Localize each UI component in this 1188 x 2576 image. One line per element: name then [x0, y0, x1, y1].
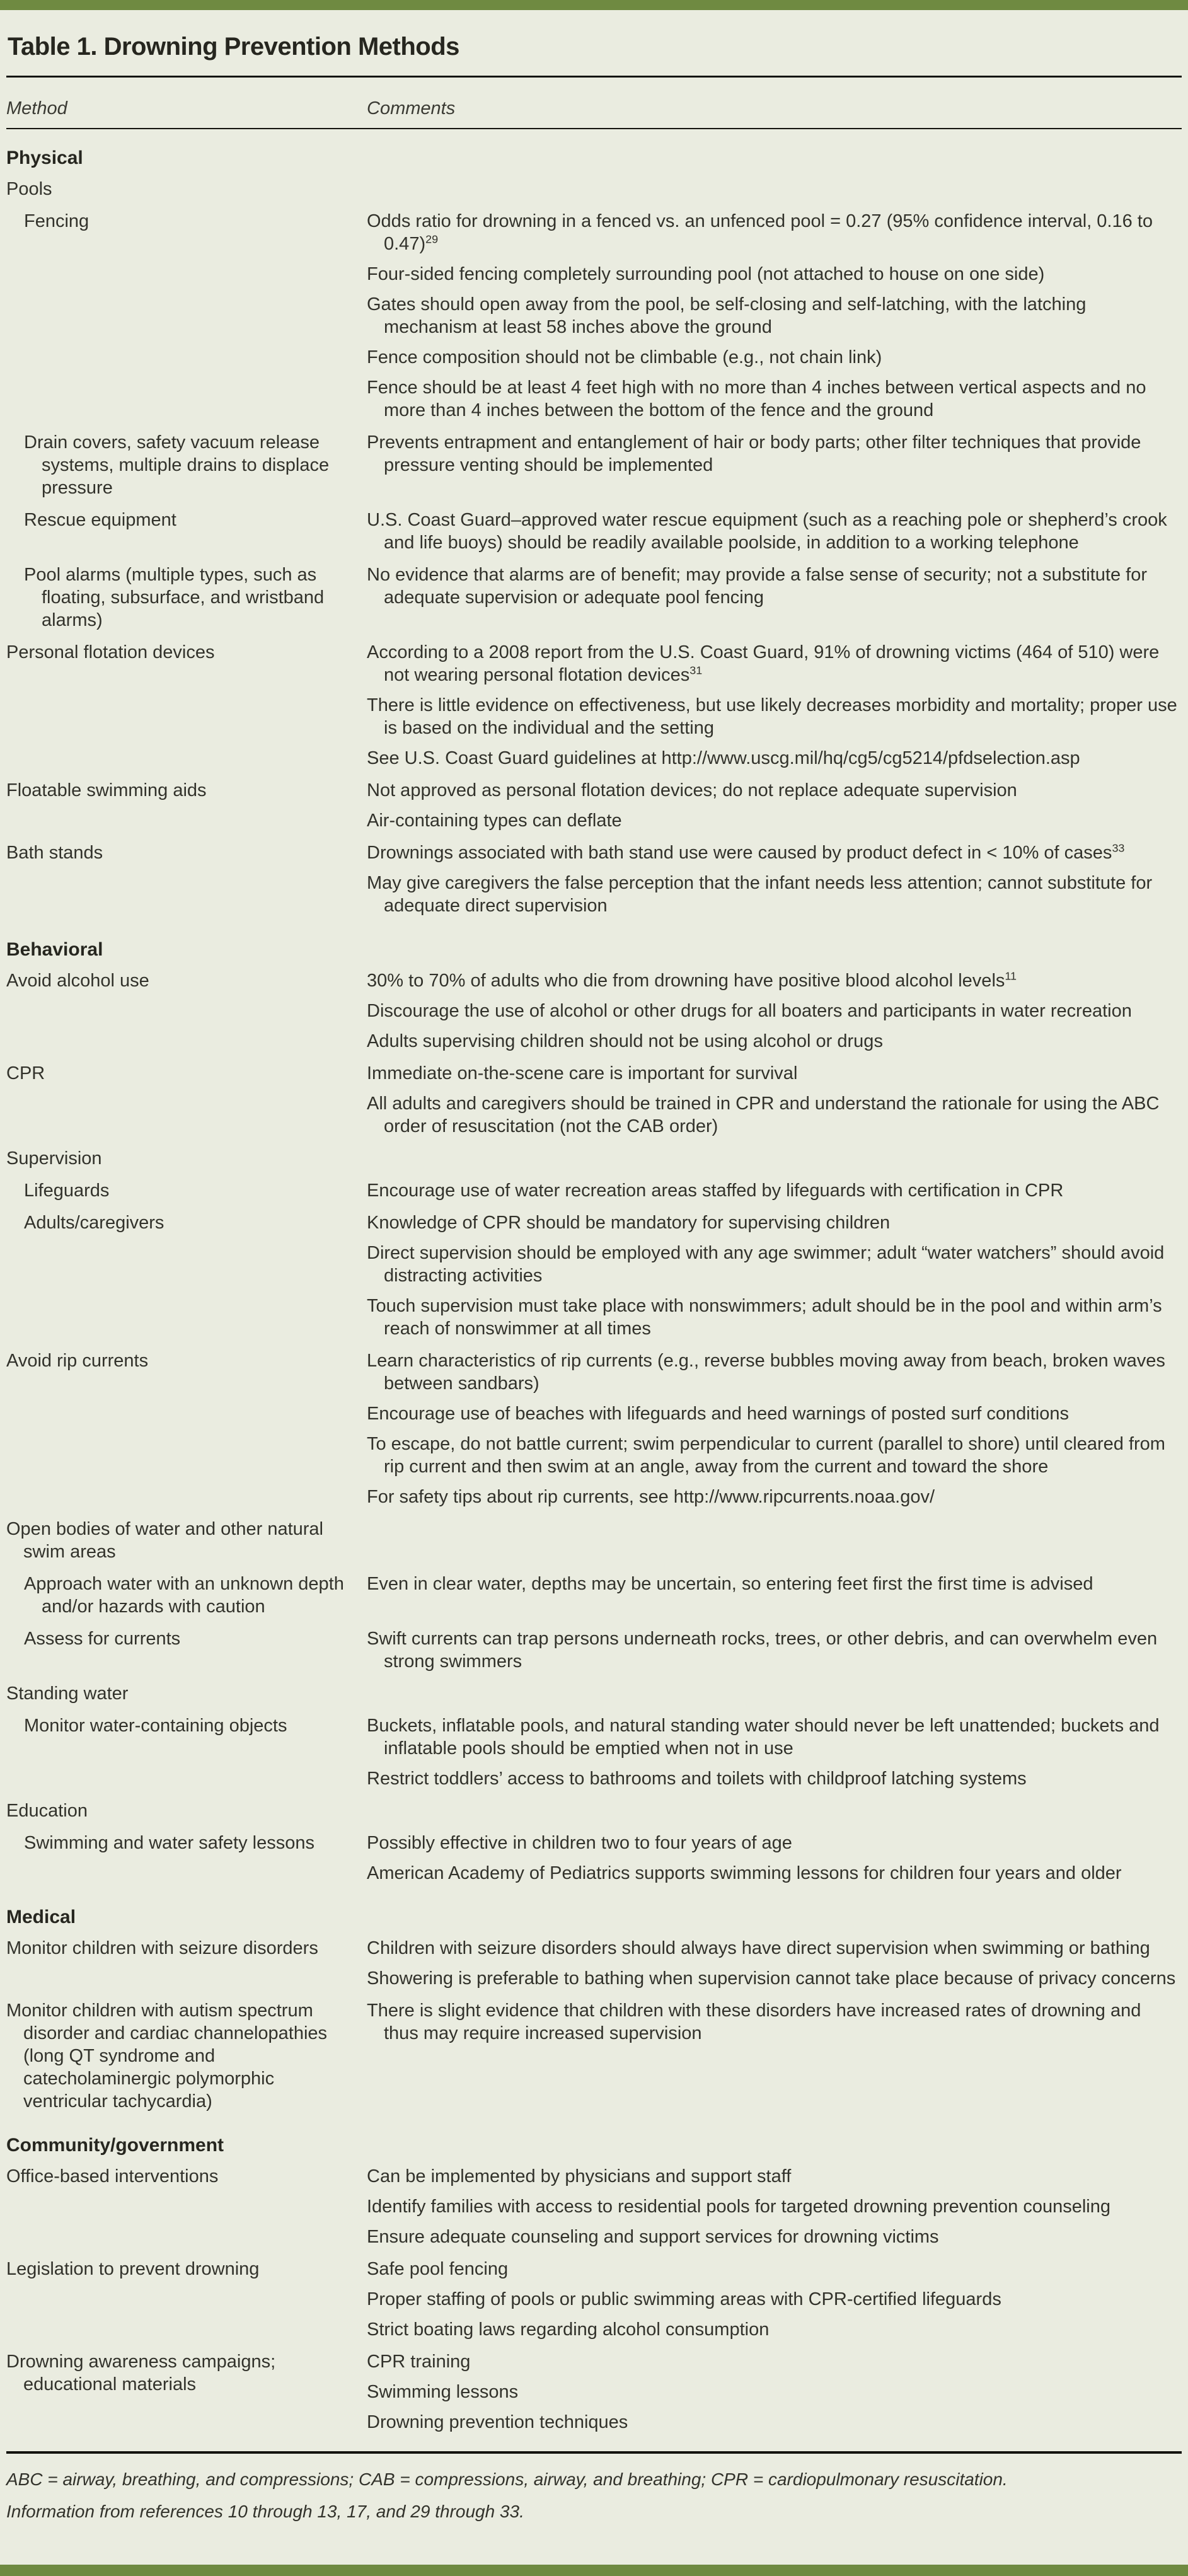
comments-cell — [367, 1832, 1182, 1885]
table-row — [6, 1999, 1182, 2113]
table-row — [6, 2350, 1182, 2434]
reference-superscript: 31 — [689, 664, 703, 677]
comment-paragraph: Children with seizure disorders should always have direct supervision when swimming or bathing — [367, 1938, 1150, 1958]
method-cell: Fencing — [24, 211, 89, 231]
comments-cell — [367, 1573, 1182, 1618]
comments-cell — [367, 1682, 1182, 1705]
section-label: Medical — [6, 1907, 76, 1927]
table-row — [6, 509, 1182, 554]
table-row — [6, 1518, 1182, 1563]
comment-paragraph: To escape, do not battle current; swim perpendicular to current (parallel to shore) until cleared from rip current and then swim at an angle, away from the current and toward the shore — [367, 1434, 1165, 1477]
comments-cell — [367, 431, 1182, 499]
method-cell: Avoid rip currents — [6, 1351, 149, 1371]
comments-cell — [367, 2165, 1182, 2248]
comments-cell — [367, 1714, 1182, 1790]
comment-paragraph: Immediate on-the-scene care is important for survival — [367, 1063, 798, 1083]
comments-cell — [367, 1937, 1182, 1990]
comments-cell — [367, 509, 1182, 554]
table-section — [6, 1906, 1182, 2113]
comments-cell — [367, 1211, 1182, 1340]
title-rule — [6, 76, 1182, 78]
comment-paragraph: All adults and caregivers should be trained in CPR and understand the rationale for using the ABC order of resuscitation (not the CAB order) — [367, 1094, 1160, 1136]
comments-cell — [367, 563, 1182, 632]
comment-paragraph: Swimming lessons — [367, 2382, 519, 2402]
method-cell: Pools — [6, 179, 52, 199]
comment-paragraph: Adults supervising children should not be using alcohol or drugs — [367, 1031, 883, 1051]
comment-paragraph: Encourage use of beaches with lifeguards and heed warnings of posted surf conditions — [367, 1404, 1069, 1424]
method-cell: Rescue equipment — [24, 510, 176, 530]
comment-paragraph: Discourage the use of alcohol or other drugs for all boaters and participants in water recreation — [367, 1001, 1132, 1021]
comment-paragraph: Restrict toddlers’ access to bathrooms and toilets with childproof latching systems — [367, 1769, 1027, 1789]
footnote-rule — [6, 2451, 1182, 2454]
section-label: Physical — [6, 147, 83, 168]
comment-paragraph: Identify families with access to residential pools for targeted drowning prevention counseling — [367, 2197, 1110, 2217]
reference-superscript: 11 — [1005, 969, 1017, 983]
column-headers — [6, 98, 1182, 119]
comments-cell — [367, 779, 1182, 832]
method-cell: Open bodies of water and other natural swim areas — [6, 1519, 323, 1562]
abbreviations-note: ABC = airway, breathing, and compressions; CAB = compressions, airway, and breathing; CPR = cardiopulmonary resuscitation. — [6, 2469, 1008, 2489]
comments-cell — [367, 969, 1182, 1053]
method-cell: Education — [6, 1801, 88, 1821]
table-row — [6, 2165, 1182, 2248]
method-cell: Bath stands — [6, 843, 103, 863]
method-cell: Legislation to prevent drowning — [6, 2259, 260, 2279]
comment-paragraph: Encourage use of water recreation areas staffed by lifeguards with certification in CPR — [367, 1181, 1064, 1201]
comment-paragraph: Drowning prevention techniques — [367, 2412, 628, 2432]
table-row — [6, 1627, 1182, 1673]
method-cell: Monitor children with seizure disorders — [6, 1938, 318, 1958]
comments-cell — [367, 1349, 1182, 1508]
comment-paragraph: Fence should be at least 4 feet high with no more than 4 inches between vertical aspects and no more than 4 inches between the bottom of the fence and the ground — [367, 378, 1146, 420]
comment-paragraph: Learn characteristics of rip currents (e.g., reverse bubbles moving away from beach, broken waves between sandbars) — [367, 1351, 1165, 1394]
method-cell: Avoid alcohol use — [6, 971, 149, 991]
comment-paragraph: Showering is preferable to bathing when supervision cannot take place because of privacy concerns — [367, 1968, 1176, 1989]
method-cell: Approach water with an unknown depth and/or hazards with caution — [24, 1574, 344, 1617]
comments-cell — [367, 210, 1182, 422]
table-row — [6, 1349, 1182, 1508]
comment-paragraph: May give caregivers the false perception that the infant needs less attention; cannot substitute for adequate direct supervision — [367, 873, 1153, 916]
comment-paragraph: There is slight evidence that children with these disorders have increased rates of drowning and thus may require increased supervision — [367, 2001, 1141, 2043]
table-section — [6, 2134, 1182, 2434]
table-row — [6, 1682, 1182, 1705]
comments-cell — [367, 2350, 1182, 2434]
source-note: Information from references 10 through 13, 17, and 29 through 33. — [6, 2502, 524, 2521]
comment-paragraph: According to a 2008 report from the U.S. Coast Guard, 91% of drowning victims (464 of 510) were not wearing personal flotation devices$^{31}$ — [367, 642, 1160, 685]
section-label: Behavioral — [6, 939, 103, 960]
comment-paragraph: Prevents entrapment and entanglement of hair or body parts; other filter techniques that provide pressure venting should be implemented — [367, 432, 1141, 475]
comments-cell — [367, 1999, 1182, 2113]
table-row — [6, 1937, 1182, 1990]
table-row — [6, 1062, 1182, 1138]
comments-cell — [367, 841, 1182, 917]
table-row — [6, 1147, 1182, 1170]
comment-paragraph: Touch supervision must take place with nonswimmers; adult should be in the pool and within arm’s reach of nonswimmer at all times — [367, 1296, 1162, 1339]
table-row — [6, 969, 1182, 1053]
comment-paragraph: CPR training — [367, 2352, 471, 2372]
table-content — [0, 33, 1188, 2522]
reference-superscript: 33 — [1112, 841, 1125, 855]
comments-column-header: Comments — [367, 98, 456, 118]
comment-paragraph: Swift currents can trap persons underneath rocks, trees, or other debris, and can overwhelm even strong swimmers — [367, 1629, 1158, 1672]
method-cell: Swimming and water safety lessons — [24, 1833, 314, 1853]
comment-paragraph: Possibly effective in children two to four years of age — [367, 1833, 792, 1853]
comment-paragraph: For safety tips about rip currents, see http://www.ripcurrents.noaa.gov/ — [367, 1487, 935, 1507]
comment-paragraph: Even in clear water, depths may be uncertain, so entering feet first the first time is advised — [367, 1574, 1093, 1594]
comment-paragraph: Gates should open away from the pool, be self-closing and self-latching, with the latching mechanism at least 58 inches above the ground — [367, 294, 1087, 337]
table-row — [6, 1211, 1182, 1340]
table-row — [6, 841, 1182, 917]
table-row — [6, 1799, 1182, 1822]
comment-paragraph: Buckets, inflatable pools, and natural standing water should never be left unattended; buckets and inflatable pools should be emptied when not in use — [367, 1716, 1160, 1759]
comment-paragraph: Air-containing types can deflate — [367, 811, 622, 831]
method-cell: Floatable swimming aids — [6, 780, 207, 800]
comment-paragraph: Direct supervision should be employed with any age swimmer; adult “water watchers” should avoid distracting activities — [367, 1243, 1165, 1286]
comments-cell — [367, 2258, 1182, 2341]
method-cell: Lifeguards — [24, 1181, 110, 1201]
footnotes — [6, 2469, 1182, 2522]
table-section — [6, 147, 1182, 917]
table-row — [6, 779, 1182, 832]
table-row — [6, 563, 1182, 632]
method-cell: Pool alarms (multiple types, such as floating, subsurface, and wristband alarms) — [24, 565, 325, 630]
table-row — [6, 210, 1182, 422]
table-row — [6, 2258, 1182, 2341]
comment-paragraph: Ensure adequate counseling and support services for drowning victims — [367, 2227, 939, 2247]
table-body — [6, 147, 1182, 2434]
comment-paragraph: Not approved as personal flotation devices; do not replace adequate supervision — [367, 780, 1017, 800]
method-column-header: Method — [6, 98, 67, 118]
method-cell: Office-based interventions — [6, 2166, 219, 2186]
comment-paragraph: See U.S. Coast Guard guidelines at http://www.uscg.mil/hq/cg5/cg5214/pfdselection.asp — [367, 748, 1080, 768]
comment-paragraph: Fence composition should not be climbable (e.g., not chain link) — [367, 347, 882, 367]
method-cell: Monitor water-containing objects — [24, 1716, 287, 1736]
method-cell: Drain covers, safety vacuum release systems, multiple drains to displace pressure — [24, 432, 330, 498]
reference-superscript: 29 — [425, 233, 439, 246]
comment-paragraph: Four-sided fencing completely surrounding pool (not attached to house on one side) — [367, 264, 1045, 284]
method-cell: Personal flotation devices — [6, 642, 215, 662]
comments-cell — [367, 1062, 1182, 1138]
table-row — [6, 431, 1182, 499]
comments-cell — [367, 178, 1182, 200]
comment-paragraph: Drownings associated with bath stand use were caused by product defect in < 10% of cases$^{33}$ — [367, 841, 1125, 863]
comment-paragraph: Proper staffing of pools or public swimming areas with CPR-certified lifeguards — [367, 2289, 1001, 2309]
comment-paragraph: Can be implemented by physicians and support staff — [367, 2166, 792, 2186]
method-cell: Standing water — [6, 1684, 129, 1704]
method-cell: Assess for currents — [24, 1629, 181, 1649]
header-rule — [6, 128, 1182, 129]
comment-paragraph: Strict boating laws regarding alcohol consumption — [367, 2319, 770, 2340]
bottom-border-bar — [0, 2565, 1188, 2576]
table-section — [6, 939, 1182, 1885]
table-row — [6, 1832, 1182, 1885]
comment-paragraph: There is little evidence on effectiveness, but use likely decreases morbidity and mortality; proper use is based on the individual and the setting — [367, 695, 1177, 738]
table-row — [6, 178, 1182, 200]
comments-cell — [367, 641, 1182, 770]
table-row — [6, 1573, 1182, 1618]
table-row — [6, 1179, 1182, 1202]
method-cell: CPR — [6, 1063, 45, 1083]
table-title: Table 1. Drowning Prevention Methods — [8, 33, 459, 61]
comment-paragraph: American Academy of Pediatrics supports swimming lessons for children four years and older — [367, 1863, 1122, 1883]
table-row — [6, 641, 1182, 770]
comments-cell — [367, 1518, 1182, 1563]
comment-paragraph: Odds ratio for drowning in a fenced vs. an unfenced pool = 0.27 (95% confidence interval, 0.16 to 0.47)$^{29}$ — [367, 211, 1153, 254]
comments-cell — [367, 1147, 1182, 1170]
comment-paragraph: 30% to 70% of adults who die from drowning have positive blood alcohol levels$^{11}$ — [367, 969, 1017, 991]
comments-cell — [367, 1799, 1182, 1822]
section-label: Community/government — [6, 2135, 224, 2156]
method-cell: Supervision — [6, 1148, 102, 1169]
comment-paragraph: Knowledge of CPR should be mandatory for supervising children — [367, 1213, 891, 1233]
comments-cell — [367, 1627, 1182, 1673]
comment-paragraph: Safe pool fencing — [367, 2259, 509, 2279]
top-border-bar — [0, 0, 1188, 10]
method-cell: Drowning awareness campaigns; educational materials — [6, 2352, 276, 2394]
table-row — [6, 1714, 1182, 1790]
method-cell: Monitor children with autism spectrum disorder and cardiac channelopathies (long QT syndrome and catecholaminergic polymorphic ventricular tachycardia) — [6, 2001, 328, 2111]
comment-paragraph: U.S. Coast Guard–approved water rescue equipment (such as a reaching pole or shepherd’s crook and life buoys) should be readily available poolside, in addition to a working telephone — [367, 510, 1167, 553]
method-cell: Adults/caregivers — [24, 1213, 164, 1233]
comment-paragraph: No evidence that alarms are of benefit; may provide a false sense of security; not a substitute for adequate supervision or adequate pool fencing — [367, 565, 1147, 608]
comments-cell — [367, 1179, 1182, 1202]
